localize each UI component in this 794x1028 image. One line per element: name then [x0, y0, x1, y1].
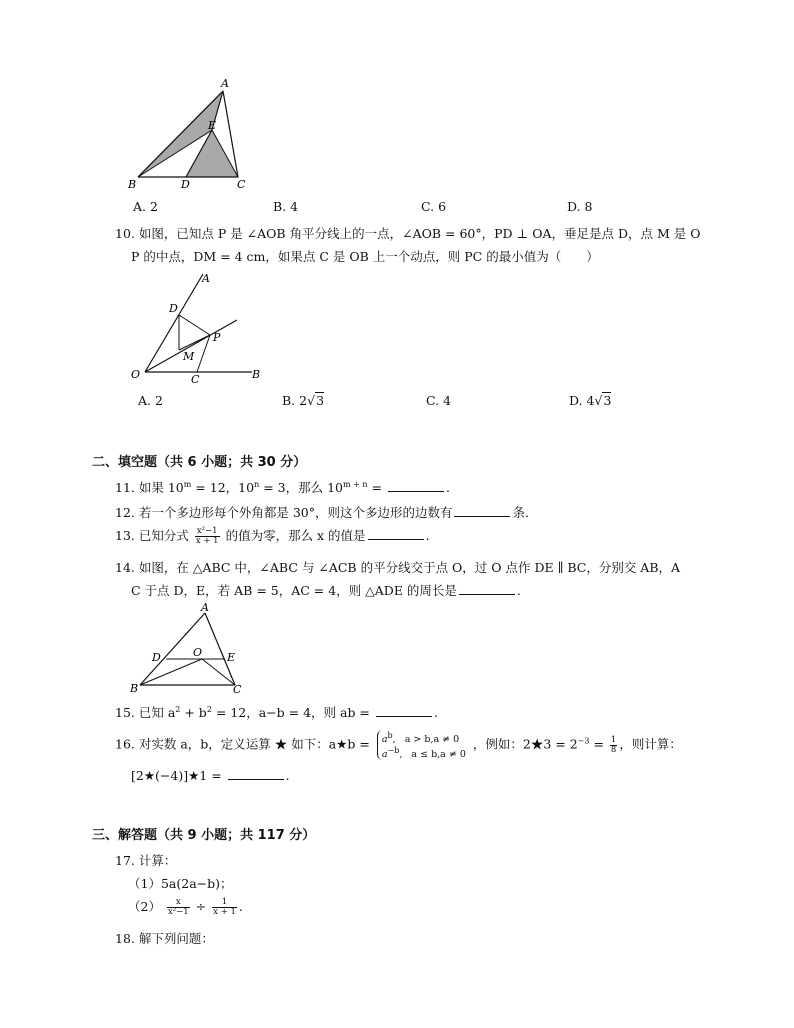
answer-blank: [388, 479, 444, 492]
label-b: B: [130, 682, 139, 695]
fraction: $\frac{1}{x + 1}$: [213, 897, 236, 917]
q17-part2: （2） $\frac{x}{\text{x²−1}}$ ÷ $\frac{1}{x + 1}$ .: [128, 897, 243, 917]
label-m: M: [183, 350, 195, 363]
q13: 13. 已知分式 $\frac{\text{x²−1}}{x + 1}$ 的值为零，那么 x 的值是 .: [115, 526, 430, 546]
q14-line1: 14. 如图，在 △ABC 中，∠ABC 与 ∠ACB 的平分线交于点 O，过 O 点作 DE ∥ BC，分别交 AB，A: [115, 560, 681, 575]
q9-choice-b: B. 4: [273, 199, 299, 214]
label-a: A: [221, 77, 229, 90]
label-o: O: [193, 646, 203, 659]
label-a: A: [202, 272, 210, 285]
label-b: B: [128, 178, 137, 191]
q10-choice-a: A. 2: [138, 393, 163, 408]
q14-line2: C 于点 D，E，若 AB = 5，AC = 4，则 △ADE 的周长是 .: [131, 583, 521, 598]
section-heading-fill-blank: 二、填空题（共 6 小题；共 30 分）: [92, 455, 307, 470]
figure-q9: [120, 74, 260, 194]
piecewise-definition: $a^b$, a > b,a ≠ 0 $a^{-b}$, a ≤ b,a ≠ 0: [377, 730, 466, 760]
label-b: B: [252, 368, 261, 381]
q10-choice-b: B. 2√3: [282, 393, 325, 408]
fraction: $\frac{\text{x²−1}}{x + 1}$: [195, 526, 219, 546]
label-e: E: [227, 651, 236, 664]
answer-blank: [376, 704, 432, 717]
label-d: D: [152, 651, 161, 664]
answer-blank: [459, 582, 515, 595]
q18-title: 18. 解下列问题：: [115, 931, 214, 946]
q10-choice-c: C. 4: [426, 393, 452, 408]
label-e: E: [208, 119, 217, 132]
figure-q10: [125, 268, 275, 388]
label-d: D: [181, 178, 190, 191]
label-p: P: [213, 331, 221, 344]
answer-blank: [228, 767, 284, 780]
label-o: O: [131, 368, 141, 381]
q15: 15. 已知 $a^2 + b^2 = 12$，a−b = 4，则 ab = .: [115, 704, 438, 720]
q9-choice-c: C. 6: [421, 199, 447, 214]
fraction: $\frac{x}{\text{x²−1}}$: [167, 897, 189, 917]
label-c: C: [233, 683, 242, 696]
label-c: C: [237, 178, 246, 191]
q16-line1: 16. 对实数 a，b，定义运算 ★ 如下：a★b = $a^b$, a > b,a ≠ 0 $a^{-b}$, a ≤ b,a ≠ 0 ，例如：2★3 = $2^{-3}$ = $\frac{1}{8}$ ，则计算：: [115, 731, 682, 761]
q16-line2: [2★(−4)]★1 = .: [131, 768, 290, 783]
answer-blank: [454, 504, 510, 517]
q10-choice-d: D. 4√3: [569, 393, 612, 408]
q9-choice-d: D. 8: [567, 199, 593, 214]
label-a: A: [201, 601, 209, 614]
answer-blank: [368, 527, 424, 540]
q10-line1: 10. 如图，已知点 P 是 ∠AOB 角平分线上的一点，∠AOB = 60°，PD ⊥ OA，垂足是点 D，点 M 是 O: [115, 226, 701, 241]
section-heading-answer: 三、解答题（共 9 小题；共 117 分）: [92, 828, 316, 843]
figure-q14: [125, 600, 255, 700]
q17-title: 17. 计算：: [115, 853, 177, 868]
q9-choice-a: A. 2: [133, 199, 158, 214]
q11: 11. 如果 $10^m = 12$，$10^n = 3$，那么 $10^{m + n}$ = .: [115, 479, 450, 495]
fraction: $\frac{1}{8}$: [610, 734, 617, 755]
q10-line2: P 的中点，DM = 4 cm，如果点 C 是 OB 上一个动点，则 PC 的最小值为（ ）: [131, 249, 599, 264]
q17-part1: （1）5a(2a−b)；: [128, 876, 233, 891]
q12: 12. 若一个多边形每个外角都是 30°，则这个多边形的边数有 条．: [115, 505, 538, 520]
label-c: C: [191, 373, 200, 386]
label-d: D: [169, 302, 178, 315]
